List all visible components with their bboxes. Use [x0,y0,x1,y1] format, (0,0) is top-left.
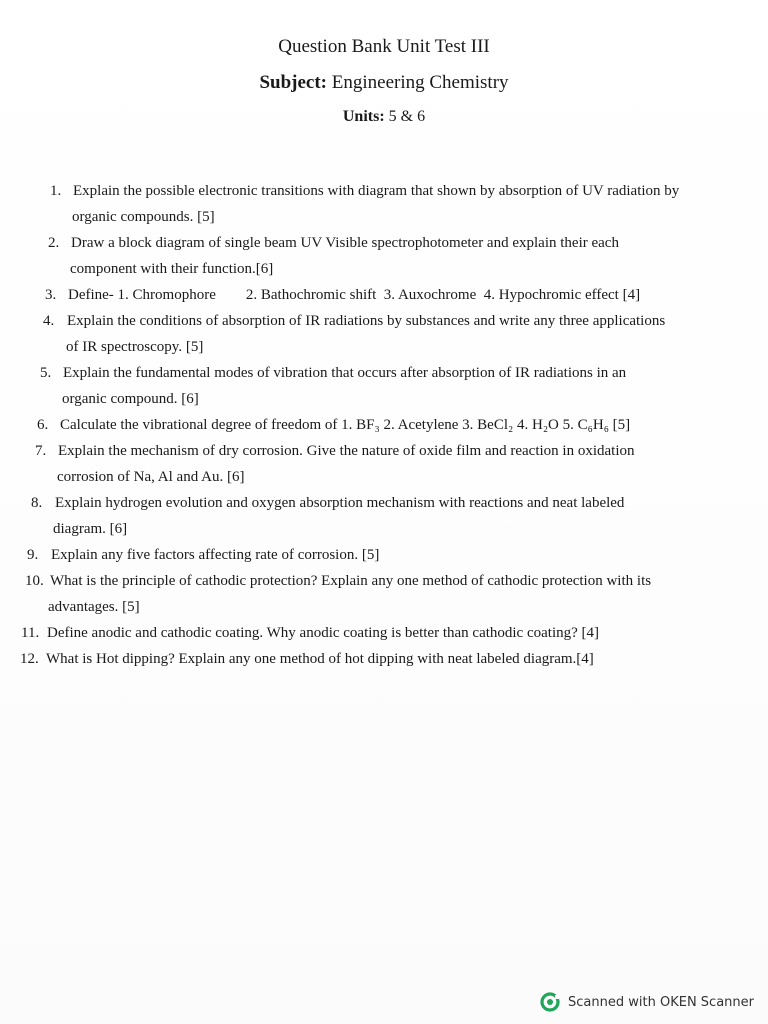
question-number: 9. [27,547,39,563]
question-text: Explain the conditions of absorption of IR radiations by substances and write any three applications [67,313,666,329]
list-item [0,620,768,646]
question-text: Explain any five factors affecting rate of corrosion. [5] [51,547,380,563]
question-text: Explain hydrogen evolution and oxygen absorption mechanism with reactions and neat labeled [55,495,625,511]
list-item [0,360,768,412]
list-item [0,438,768,490]
page-title: Question Bank Unit Test III [278,36,490,57]
question-number: 3. [45,287,57,303]
scanner-text: Scanned with OKEN Scanner [568,994,754,1010]
subject-line [0,72,768,94]
units-label: Units: [342,108,385,125]
question-number: 11. [21,625,40,641]
list-item [0,646,768,672]
subject-value: Engineering Chemistry [331,72,509,93]
question-number: 10. [25,573,44,589]
question-number: 1. [50,183,62,199]
question-text-continued: component with their function.[6] [70,261,274,277]
list-item [0,412,768,438]
question-text: Explain the fundamental modes of vibration that occurs after absorption of IR radiations in an [63,365,627,381]
question-number: 2. [48,235,60,251]
question-text: Explain the mechanism of dry corrosion. Give the nature of oxide film and reaction in oxidation [58,443,635,459]
units-line [0,108,768,126]
question-text: Define- 1. Chromophore 2. Bathochromic shift 3. Auxochrome 4. Hypochromic effect [4] [68,287,641,303]
question-text-continued: diagram. [6] [53,521,128,537]
question-number: 7. [35,443,47,459]
scanner-watermark [540,992,754,1012]
list-item [0,178,768,230]
list-item [0,568,768,620]
list-item [0,308,768,360]
question-text-continued: organic compounds. [5] [72,209,215,225]
list-item [0,230,768,282]
question-text: Draw a block diagram of single beam UV Visible spectrophotometer and explain their each [71,235,619,251]
question-number: 5. [40,365,52,381]
subject-label: Subject: [259,72,328,93]
list-item [0,282,768,308]
question-text: What is Hot dipping? Explain any one method of hot dipping with neat labeled diagram.[4] [46,651,594,667]
question-text: Calculate the vibrational degree of freedom of 1. BF₃ 2. Acetylene 3. BeCl₂ 4. H₂O 5. C₆H₆ [5] [60,417,631,433]
document-header [0,36,768,126]
question-text-continued: of IR spectroscopy. [5] [66,339,204,355]
units-value: 5 & 6 [388,108,426,125]
question-text-continued: corrosion of Na, Al and Au. [6] [57,469,245,485]
question-number: 12. [20,651,39,667]
question-text: Explain the possible electronic transitions with diagram that shown by absorption of UV radiation by [73,183,680,199]
question-text-continued: organic compound. [6] [62,391,199,407]
list-item [0,490,768,542]
question-text: Define anodic and cathodic coating. Why anodic coating is better than cathodic coating? [4] [47,625,600,641]
list-item [0,542,768,568]
question-text: What is the principle of cathodic protection? Explain any one method of cathodic protection with its [50,573,652,589]
question-number: 8. [31,495,43,511]
question-number: 6. [37,417,49,433]
oken-scanner-logo-icon [540,992,560,1012]
question-number: 4. [43,313,55,329]
question-text-continued: advantages. [5] [48,599,140,615]
question-list [0,178,768,672]
